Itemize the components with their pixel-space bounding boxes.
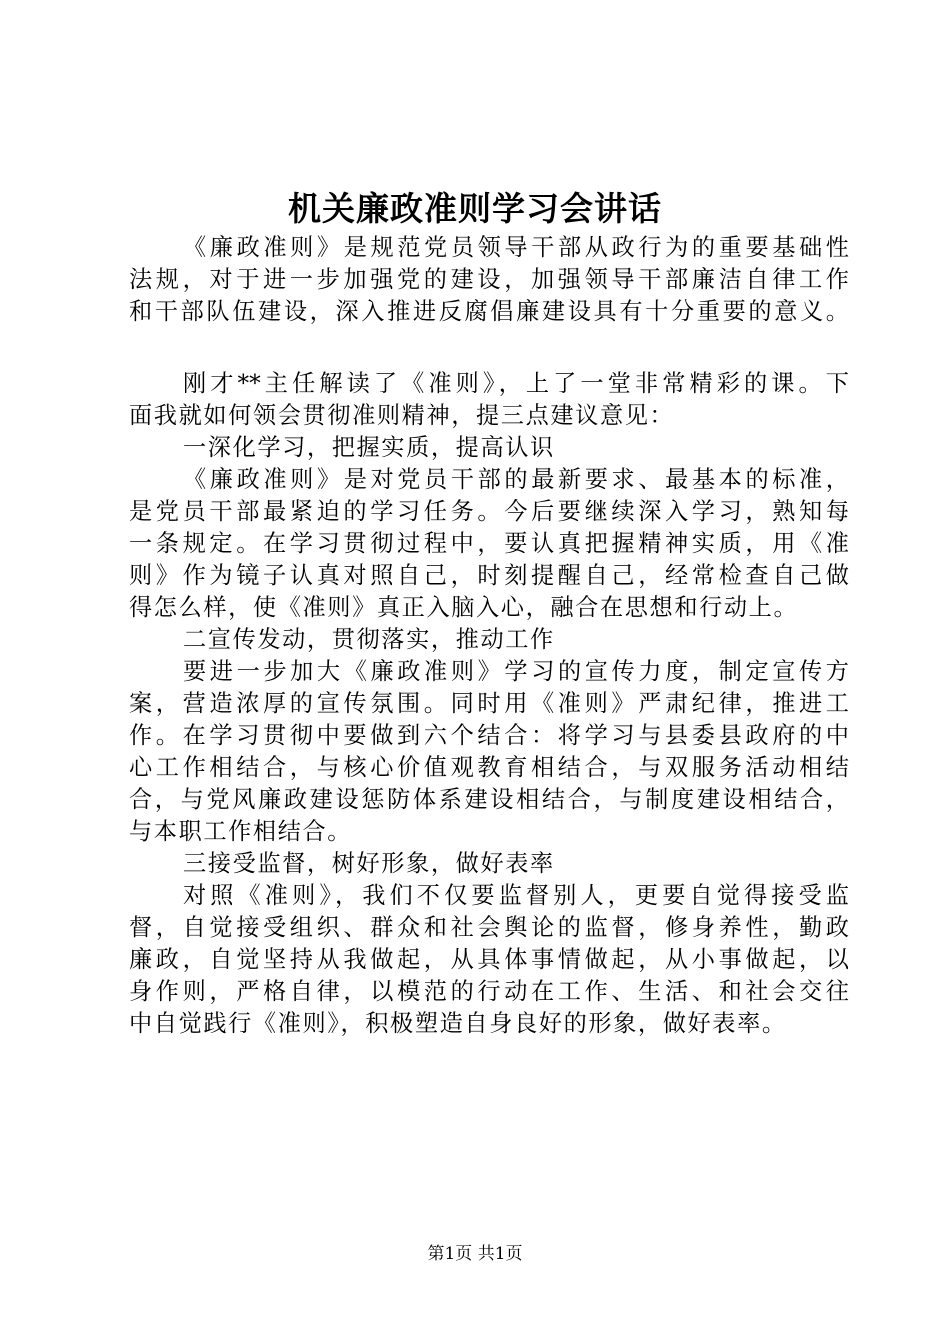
section-heading-text: 二宣传发动，贯彻落实，推动工作: [183, 626, 555, 653]
section-heading-text: 一深化学习，把握实质，提高认识: [183, 434, 555, 461]
text-line: 作。在学习贯彻中要做到六个结合：将学习与县委县政府的中: [129, 722, 849, 749]
text-line: 《廉政准则》是对党员干部的最新要求、最基本的标准，: [183, 466, 849, 493]
text-line: 与本职工作相结合。: [129, 818, 353, 845]
text-line: 中自觉践行《准则》，积极塑造自身良好的形象，做好表率。: [129, 1010, 787, 1037]
section-heading-1: [129, 432, 849, 464]
text-line: 合，与党风廉政建设惩防体系建设相结合，与制度建设相结合，: [129, 786, 849, 813]
text-line: 是党员干部最紧迫的学习任务。今后要继续深入学习，熟知每: [129, 498, 849, 525]
paragraph-section-1: [129, 464, 849, 624]
text-line: 一条规定。在学习贯彻过程中，要认真把握精神实质，用《准: [129, 530, 849, 557]
text-line: 刚才**主任解读了《准则》，上了一堂非常精彩的课。下: [183, 370, 849, 397]
text-line: 则》作为镜子认真对照自己，时刻提醒自己，经常检查自己做: [129, 562, 849, 589]
text-line: 案，营造浓厚的宣传氛围。同时用《准则》严肃纪律，推进工: [129, 690, 849, 717]
text-line: 廉政，自觉坚持从我做起，从具体事情做起，从小事做起，以: [129, 946, 849, 973]
text-line: 身作则，严格自律，以模范的行动在工作、生活、和社会交往: [129, 978, 849, 1005]
page-footer: 第1页 共1页: [427, 1244, 523, 1264]
text-line: 督，自觉接受组织、群众和社会舆论的监督，修身养性，勤政: [129, 914, 849, 941]
text-line: 面我就如何领会贯彻准则精神，提三点建议意见：: [129, 402, 675, 429]
text-line: 法规，对于进一步加强党的建设，加强领导干部廉洁自律工作: [129, 266, 849, 293]
document-title: 机关廉政准则学习会讲话: [288, 189, 662, 228]
section-heading-text: 三接受监督，树好形象，做好表率: [183, 850, 555, 877]
paragraph-opening: [129, 368, 849, 432]
section-heading-3: [129, 848, 849, 880]
text-line: 对照《准则》，我们不仅要监督别人，更要自觉得接受监: [183, 882, 849, 909]
paragraph-section-3: [129, 880, 849, 1040]
text-line: 得怎么样，使《准则》真正入脑入心，融合在思想和行动上。: [129, 594, 799, 621]
section-heading-2: [129, 624, 849, 656]
text-line: 和干部队伍建设，深入推进反腐倡廉建设具有十分重要的意义。: [129, 298, 849, 325]
paragraph-section-2: [129, 656, 849, 848]
text-line: 要进一步加大《廉政准则》学习的宣传力度，制定宣传方: [183, 658, 849, 685]
text-line: 心工作相结合，与核心价值观教育相结合，与双服务活动相结: [129, 754, 849, 781]
document-body: [129, 232, 849, 1040]
text-line: 《廉政准则》是规范党员领导干部从政行为的重要基础性: [183, 234, 849, 261]
paragraph-intro: [129, 232, 849, 328]
paragraph-spacer: [129, 328, 849, 368]
